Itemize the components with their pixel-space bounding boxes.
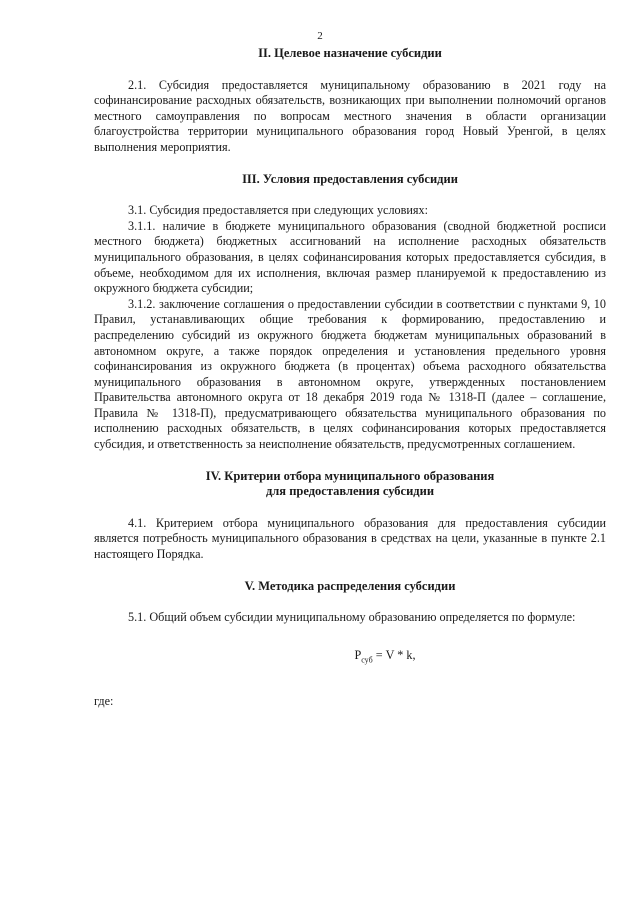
paragraph-4-1: 4.1. Критерием отбора муниципального образования для предоставления субсидии является потребность муниципального образования в средствах на цели, указанные в пункте 2.1 настоящего Порядка. <box>94 515 606 562</box>
where-label: где: <box>94 693 114 708</box>
paragraph-3-1-2: 3.1.2. заключение соглашения о предоставлении субсидии в соответствии с пунктами 9, 10 Правил, устанавливающих общие требования к формированию, предоставлению и распределению субсидий из окружного бюджета бюджетам муниципальных образований в автономном округе, а также порядок определения и установления предельного уровня софинансирования из окружного бюджета (в процентах) объема расходного обязательства муниципального образования в автономном округе, утвержденных постановлением Правительства автономного округа от 18 декабря 2019 года № 1318-П (далее – соглашение, Правила № 1318-П), предусматривающего обязательства муниципального образования по исполнению расходных обязательств, в целях софинансирования которых предоставляется субсидия, и ответственность за неисполнение обязательств, предусмотренных соглашением. <box>94 296 606 452</box>
formula-subscript: суб <box>361 655 373 665</box>
formula-main: P <box>354 647 362 662</box>
formula <box>94 648 606 668</box>
paragraph-5-1: 5.1. Общий объем субсидии муниципальному образованию определяется по формуле: <box>128 610 576 625</box>
paragraph-3-1: 3.1. Субсидия предоставляется при следующих условиях: <box>128 203 428 218</box>
section-3-heading: III. Условия предоставления субсидии <box>242 171 458 186</box>
section-5-heading: V. Методика распределения субсидии <box>244 578 456 593</box>
paragraph-3-1-1: 3.1.1. наличие в бюджете муниципального образования (сводной бюджетной росписи местного бюджета) бюджетных ассигнований на исполнение расходных обязательств муниципального образования, в целях софинансирования которых предоставляется субсидия, в объеме, необходимом для их исполнения, включая размер планируемой к предоставлению из окружного бюджета субсидии; <box>94 218 606 296</box>
document-body <box>94 46 606 709</box>
formula-rest: = V * k, <box>372 647 416 662</box>
paragraph-2-1: 2.1. Субсидия предоставляется муниципальному образованию в 2021 году на софинансирование расходных обязательств, возникающих при выполнении полномочий органов местного самоуправления по вопросам местного значения в области организации благоустройства территории муниципального образования город Новый Уренгой, в целях выполнения мероприятия. <box>94 77 606 154</box>
page-number: 2 <box>317 30 323 42</box>
section-4-heading-line1: IV. Критерии отбора муниципального образования <box>205 468 495 483</box>
section-2-heading: II. Целевое назначение субсидии <box>258 46 442 60</box>
section-4-heading-line2: для предоставления субсидии <box>265 484 435 499</box>
